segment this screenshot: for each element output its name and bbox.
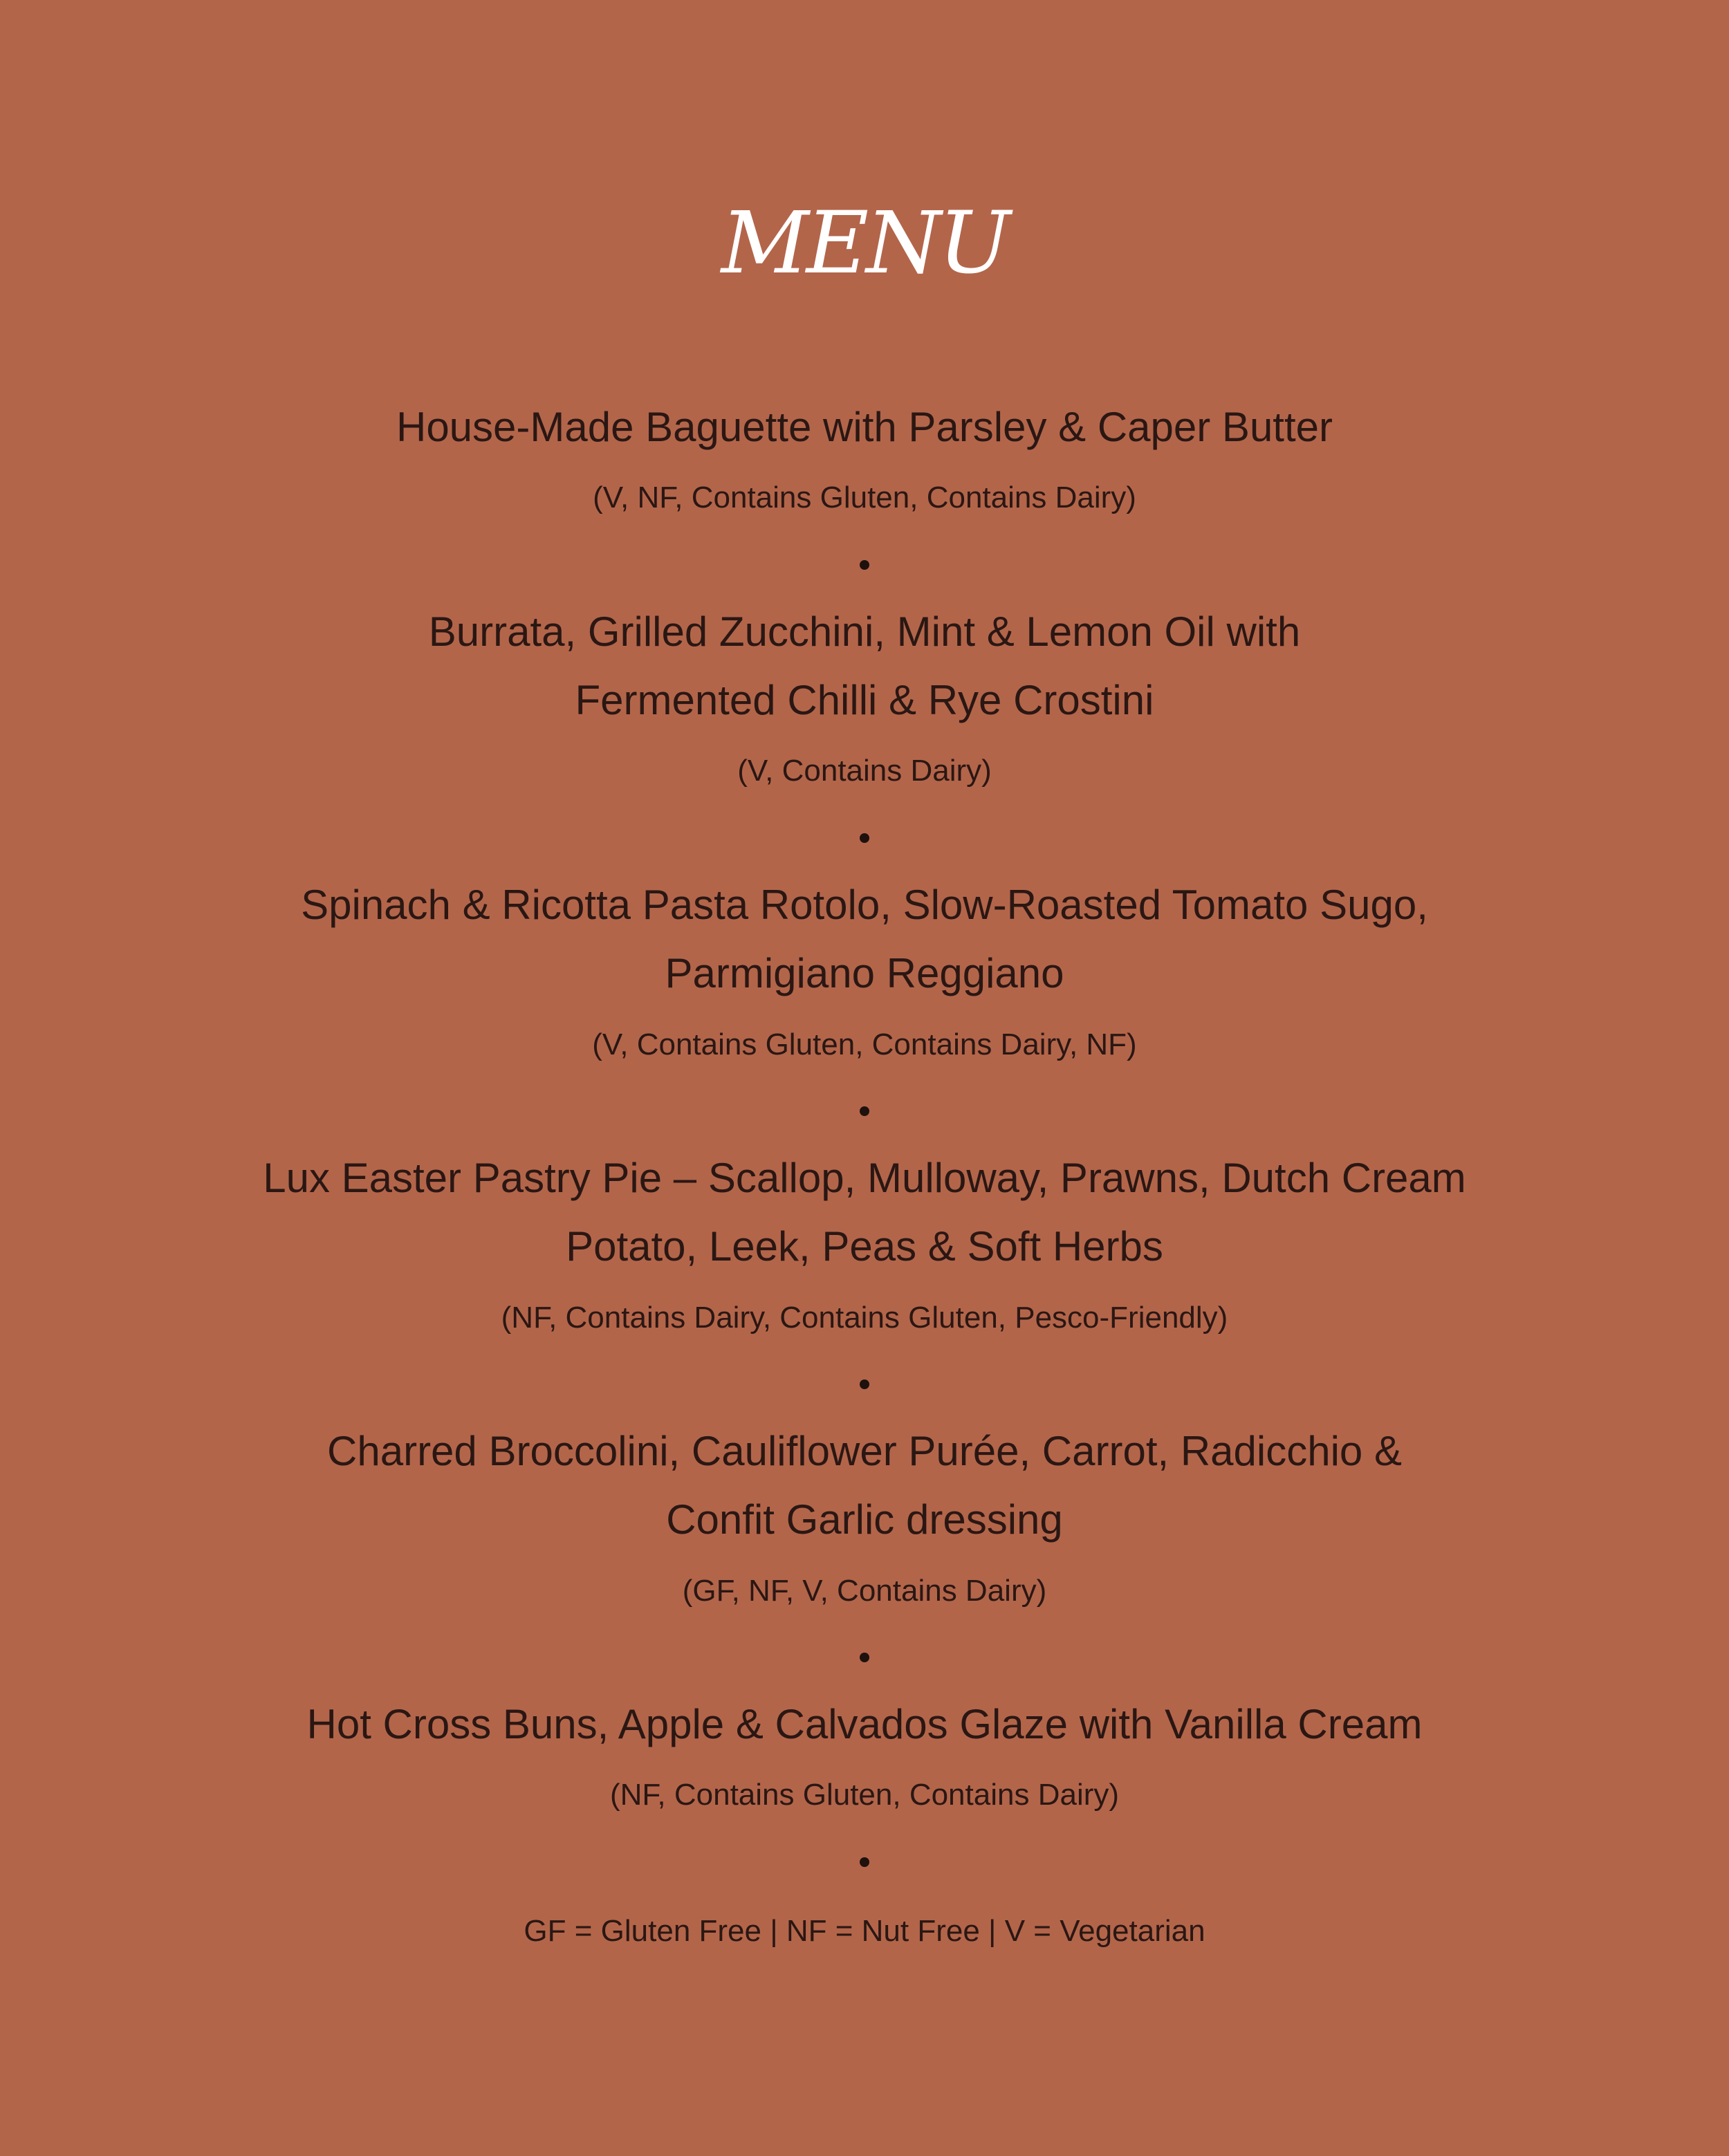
menu-item-name — [173, 1690, 1556, 1758]
dietary-info: (NF, Contains Dairy, Contains Gluten, Pesco-Friendly) — [501, 1301, 1228, 1335]
menu-item-line: Confit Garlic dressing — [666, 1496, 1063, 1543]
menu-item-line: Fermented Chilli & Rye Crostini — [575, 677, 1154, 723]
dietary-info: (V, NF, Contains Gluten, Contains Dairy) — [593, 481, 1136, 514]
dietary-info: (V, Contains Gluten, Contains Dairy, NF) — [592, 1028, 1137, 1061]
dietary-info: (NF, Contains Gluten, Contains Dairy) — [609, 1778, 1120, 1812]
menu-item-line: Parmigiano Reggiano — [665, 950, 1064, 996]
menu-item-line: Lux Easter Pastry Pie – Scallop, Mulloway, Prawns, Dutch Cream — [263, 1155, 1466, 1201]
menu-item-name — [173, 1144, 1556, 1281]
menu-item-line: Spinach & Ricotta Pasta Rotolo, Slow-Roasted Tomato Sugo, — [301, 882, 1428, 928]
bullet-separator — [860, 1379, 869, 1389]
dietary-info: (GF, NF, V, Contains Dairy) — [682, 1574, 1047, 1608]
menu-item-name — [173, 1417, 1556, 1554]
bullet-separator — [860, 1653, 869, 1662]
menu-item-line: Charred Broccolini, Cauliflower Purée, Carrot, Radicchio & — [327, 1428, 1402, 1474]
menu-item-name — [173, 393, 1556, 461]
bullet-separator — [860, 560, 869, 570]
dietary-legend: GF = Gluten Free | NF = Nut Free | V = Vegetarian — [524, 1914, 1205, 1948]
bullet-separator — [860, 1857, 869, 1867]
menu-item-line: Potato, Leek, Peas & Soft Herbs — [566, 1223, 1163, 1270]
menu-item-line: Burrata, Grilled Zucchini, Mint & Lemon Oil with — [428, 608, 1301, 655]
menu-item-line: House-Made Baguette with Parsley & Caper Butter — [396, 404, 1333, 450]
bullet-separator — [860, 1106, 869, 1116]
menu-item-line: Hot Cross Buns, Apple & Calvados Glaze with Vanilla Cream — [306, 1701, 1423, 1747]
menu-item-name — [173, 871, 1556, 1007]
dietary-info: (V, Contains Dairy) — [737, 754, 992, 788]
bullet-separator — [860, 833, 869, 843]
menu-title: MENU — [721, 194, 1008, 293]
menu-item-name — [173, 597, 1556, 734]
